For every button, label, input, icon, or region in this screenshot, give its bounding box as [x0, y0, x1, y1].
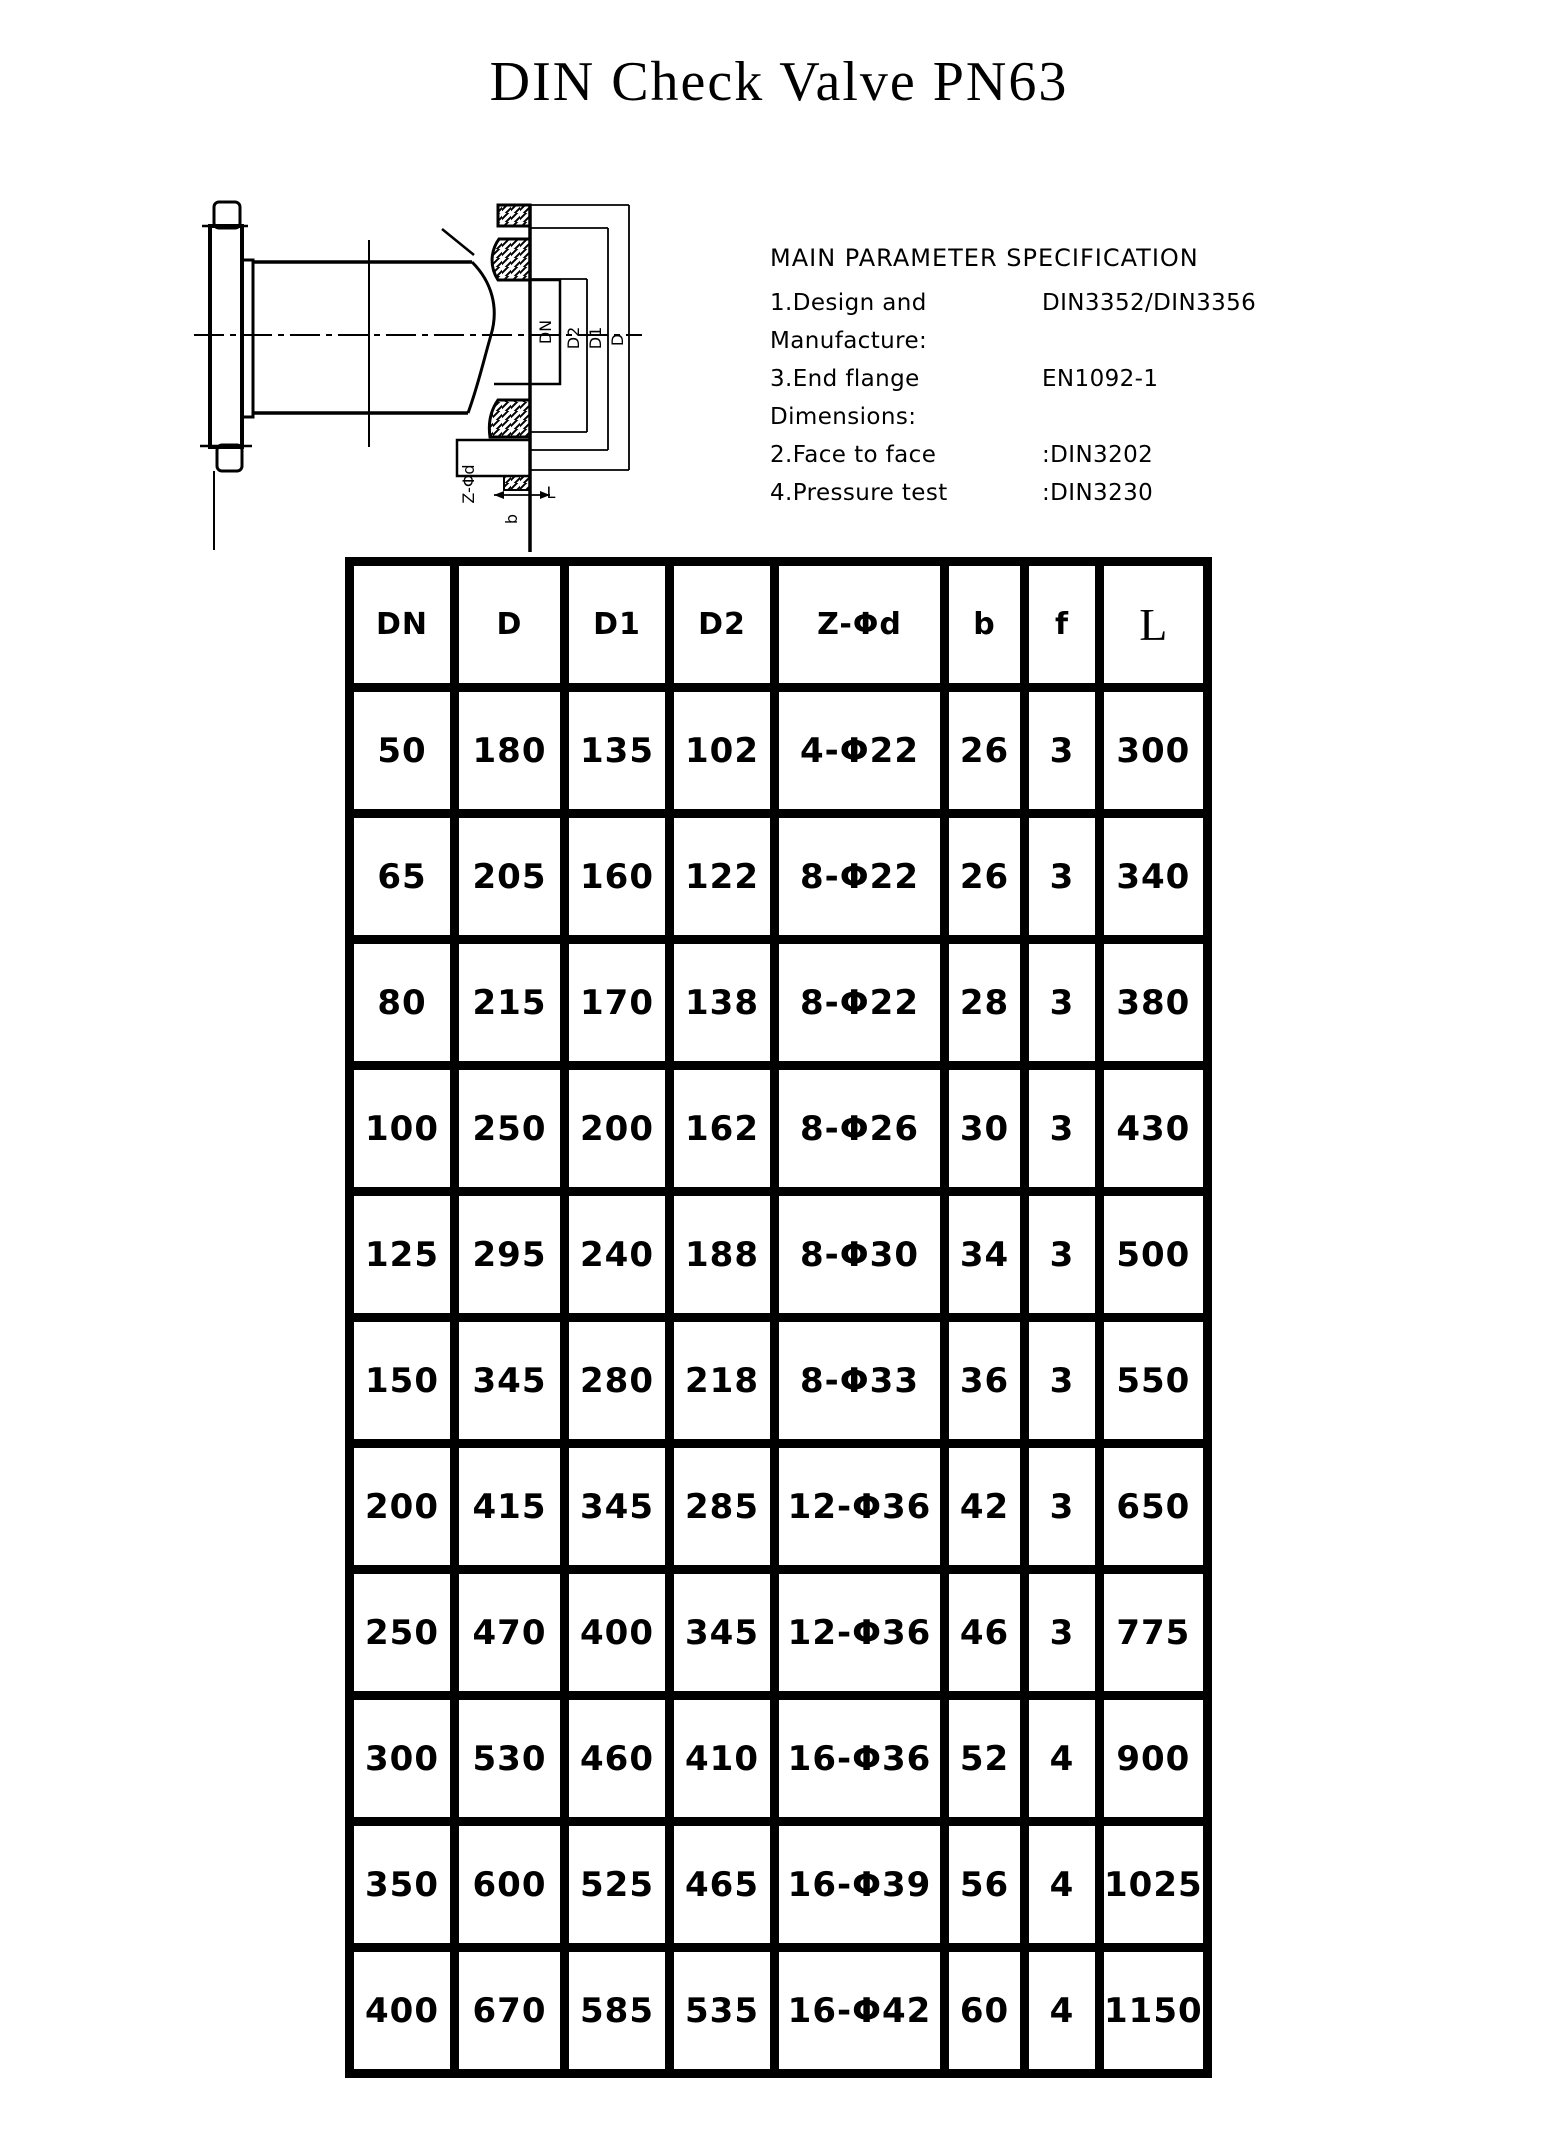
spec-line-end-flange: [770, 360, 1470, 436]
column-header: L: [1100, 562, 1208, 688]
table-cell: 240: [565, 1192, 670, 1318]
table-cell: 465: [670, 1822, 775, 1948]
spec-line-design: [770, 284, 1470, 360]
table-cell: 16-Φ42: [775, 1948, 945, 2074]
table-cell: 345: [565, 1444, 670, 1570]
spec-block: [770, 244, 1470, 512]
table-cell: 345: [670, 1570, 775, 1696]
table-cell: 135: [565, 688, 670, 814]
table-cell: 65: [350, 814, 455, 940]
table-cell: 215: [455, 940, 565, 1066]
table-cell: 16-Φ39: [775, 1822, 945, 1948]
table-cell: 12-Φ36: [775, 1444, 945, 1570]
dim-label-d1: D1: [586, 326, 605, 350]
column-header: Z-Φd: [775, 562, 945, 688]
table-cell: 4-Φ22: [775, 688, 945, 814]
table-cell: 8-Φ22: [775, 940, 945, 1066]
table-cell: 280: [565, 1318, 670, 1444]
valve-body: [253, 229, 494, 447]
table-cell: 180: [455, 688, 565, 814]
table-cell: 188: [670, 1192, 775, 1318]
table-row: [350, 1696, 1208, 1822]
table-cell: 60: [945, 1948, 1025, 2074]
column-header: f: [1025, 562, 1100, 688]
table-cell: 525: [565, 1822, 670, 1948]
table-cell: 600: [455, 1822, 565, 1948]
table-cell: 3: [1025, 1192, 1100, 1318]
table-row: [350, 1444, 1208, 1570]
table-row: [350, 814, 1208, 940]
table-cell: 295: [455, 1192, 565, 1318]
table-cell: 4: [1025, 1948, 1100, 2074]
spec-label: 4.Pressure test: [770, 480, 948, 506]
dim-label-d: D: [608, 333, 627, 347]
table-cell: 535: [670, 1948, 775, 2074]
table-cell: 3: [1025, 1444, 1100, 1570]
table-cell: 122: [670, 814, 775, 940]
table-cell: 460: [565, 1696, 670, 1822]
table-cell: 218: [670, 1318, 775, 1444]
table-cell: 42: [945, 1444, 1025, 1570]
table-cell: 1025: [1100, 1822, 1208, 1948]
spec-label: 2.Face to face: [770, 442, 937, 468]
table-cell: 670: [455, 1948, 565, 2074]
table-cell: 205: [455, 814, 565, 940]
dimension-table-wrap: [345, 557, 1212, 2078]
spec-value: :DIN3202: [1042, 442, 1154, 468]
table-cell: 3: [1025, 1066, 1100, 1192]
table-cell: 345: [455, 1318, 565, 1444]
table-cell: 162: [670, 1066, 775, 1192]
header-row: [350, 562, 1208, 688]
spec-value: :DIN3230: [1042, 480, 1154, 506]
table-row: [350, 940, 1208, 1066]
table-cell: 56: [945, 1822, 1025, 1948]
table-cell: 160: [565, 814, 670, 940]
table-cell: 530: [455, 1696, 565, 1822]
page-title: DIN Check Valve PN63: [489, 51, 1069, 113]
table-cell: 8-Φ26: [775, 1066, 945, 1192]
dim-label-dn: DN: [536, 319, 555, 345]
table-cell: 250: [350, 1570, 455, 1696]
spec-value: EN1092-1: [1042, 366, 1159, 392]
length-l-label: L: [546, 483, 556, 502]
table-cell: 300: [1100, 688, 1208, 814]
table-cell: 16-Φ36: [775, 1696, 945, 1822]
table-cell: 285: [670, 1444, 775, 1570]
table-cell: 900: [1100, 1696, 1208, 1822]
table-cell: 138: [670, 940, 775, 1066]
spec-line-face-to-face: [770, 436, 1470, 474]
table-cell: 500: [1100, 1192, 1208, 1318]
valve-cross-section-drawing: [142, 132, 702, 562]
table-cell: 26: [945, 814, 1025, 940]
table-cell: 100: [350, 1066, 455, 1192]
table-cell: 30: [945, 1066, 1025, 1192]
table-cell: 125: [350, 1192, 455, 1318]
table-cell: 200: [350, 1444, 455, 1570]
column-header: b: [945, 562, 1025, 688]
table-cell: 3: [1025, 1318, 1100, 1444]
column-header: DN: [350, 562, 455, 688]
table-cell: 28: [945, 940, 1025, 1066]
table-cell: 34: [945, 1192, 1025, 1318]
table-cell: 46: [945, 1570, 1025, 1696]
table-cell: 400: [565, 1570, 670, 1696]
width-b-label: b: [502, 513, 521, 525]
table-cell: 415: [455, 1444, 565, 1570]
table-cell: 8-Φ22: [775, 814, 945, 940]
table-row: [350, 1192, 1208, 1318]
table-cell: 410: [670, 1696, 775, 1822]
table-cell: 585: [565, 1948, 670, 2074]
table-cell: 400: [350, 1948, 455, 2074]
table-cell: 52: [945, 1696, 1025, 1822]
table-row: [350, 1570, 1208, 1696]
table-cell: 4: [1025, 1696, 1100, 1822]
table-row: [350, 1948, 1208, 2074]
table-cell: 3: [1025, 688, 1100, 814]
table-row: [350, 1066, 1208, 1192]
table-row: [350, 1822, 1208, 1948]
spec-value: DIN3352/DIN3356: [1042, 290, 1257, 316]
table-cell: 36: [945, 1318, 1025, 1444]
dimension-table: [345, 557, 1212, 2078]
table-cell: 80: [350, 940, 455, 1066]
table-cell: 1150: [1100, 1948, 1208, 2074]
table-cell: 102: [670, 688, 775, 814]
spec-line-pressure-test: [770, 474, 1470, 512]
table-cell: 380: [1100, 940, 1208, 1066]
table-cell: 3: [1025, 814, 1100, 940]
column-header: D2: [670, 562, 775, 688]
table-cell: 26: [945, 688, 1025, 814]
bolt-pattern-label: Z-Φd: [459, 464, 478, 504]
table-row: [350, 1318, 1208, 1444]
table-cell: 775: [1100, 1570, 1208, 1696]
table-cell: 550: [1100, 1318, 1208, 1444]
column-header: D1: [565, 562, 670, 688]
table-cell: 150: [350, 1318, 455, 1444]
table-cell: 340: [1100, 814, 1208, 940]
table-cell: 8-Φ33: [775, 1318, 945, 1444]
table-cell: 12-Φ36: [775, 1570, 945, 1696]
table-cell: 3: [1025, 1570, 1100, 1696]
dimension-line-d2: [530, 279, 587, 432]
table-cell: 300: [350, 1696, 455, 1822]
dim-label-d2: D2: [564, 326, 583, 350]
spec-heading: MAIN PARAMETER SPECIFICATION: [770, 244, 1199, 272]
table-cell: 8-Φ30: [775, 1192, 945, 1318]
column-header: D: [455, 562, 565, 688]
table-cell: 200: [565, 1066, 670, 1192]
table-cell: 250: [455, 1066, 565, 1192]
spec-label: 1.Design and Manufacture:: [770, 290, 928, 354]
left-flange: [200, 202, 253, 550]
table-row: [350, 688, 1208, 814]
table-cell: 430: [1100, 1066, 1208, 1192]
table-cell: 50: [350, 688, 455, 814]
table-cell: 3: [1025, 940, 1100, 1066]
spec-label: 3.End flange Dimensions:: [770, 366, 920, 430]
table-cell: 470: [455, 1570, 565, 1696]
table-cell: 650: [1100, 1444, 1208, 1570]
table-cell: 170: [565, 940, 670, 1066]
table-cell: 350: [350, 1822, 455, 1948]
table-cell: 4: [1025, 1822, 1100, 1948]
